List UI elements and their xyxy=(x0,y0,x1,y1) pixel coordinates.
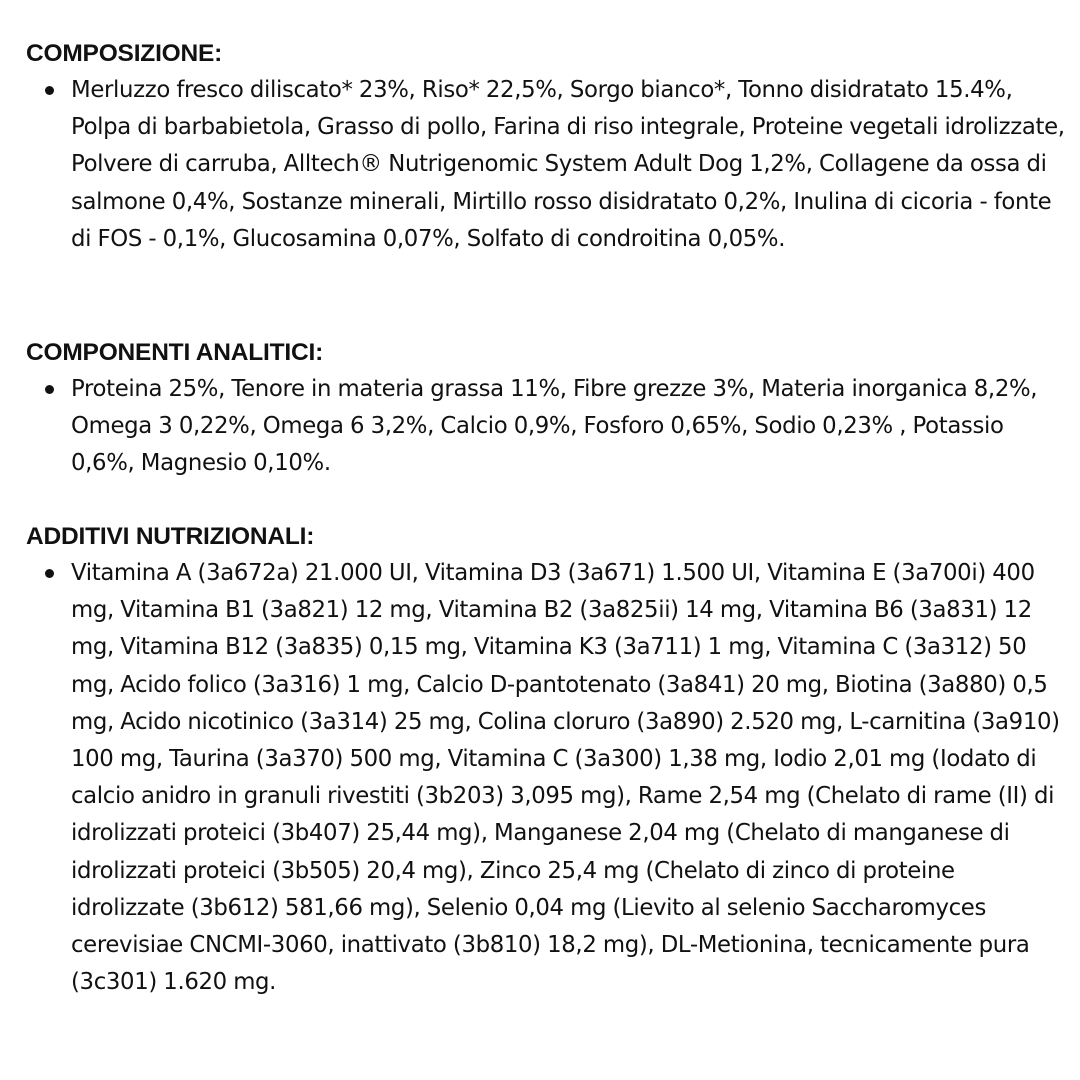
bullet-icon xyxy=(45,569,54,578)
list-item-text: Proteina 25%, Tenore in materia grassa 11%, Fibre grezze 3%, Materia inorganica 8,2%, Omega 3 0,22%, Omega 6 3,2%, Calcio 0,9%, Fosforo 0,65%, Sodio 0,23% , Potassio 0,6%, Magnesio 0,10%. xyxy=(71,376,1038,477)
section-heading: COMPONENTI ANALITICI: xyxy=(26,339,324,366)
bullet-icon xyxy=(45,86,54,95)
section-composizione xyxy=(26,35,1066,258)
list-item xyxy=(26,371,1066,483)
section-heading: COMPOSIZIONE: xyxy=(26,40,223,67)
section-componenti-analitici xyxy=(26,334,1066,483)
section-additivi-nutrizionali xyxy=(26,518,1066,1001)
list-item-text: Vitamina A (3a672a) 21.000 UI, Vitamina D3 (3a671) 1.500 UI, Vitamina E (3a700i) 400 mg, Vitamina B1 (3a821) 12 mg, Vitamina B2 (3a825ii) 14 mg, Vitamina B6 (3a831) 12 mg, Vitamina B12 (3a835) 0,15 mg, Vitamina K3 (3a711) 1 mg, Vitamina C (3a312) 50 mg, Acido folico (3a316) 1 mg, Calcio D-pantotenato (3a841) 20 mg, Biotina (3a880) 0,5 mg, Acido nicotinico (3a314) 25 mg, Colina cloruro (3a890) 2.520 mg, L-carnitina (3a910) 100 mg, Taurina (3a370) 500 mg, Vitamina C (3a300) 1,38 mg, Iodio 2,01 mg (Iodato di calcio anidro in granuli rivestiti (3b203) 3,095 mg), Rame 2,54 mg (Chelato di rame (II) di idrolizzati proteici (3b407) 25,44 mg), Manganese 2,04 mg (Chelato di manganese di idrolizzati proteici (3b505) 20,4 mg), Zinco 25,4 mg (Chelato di zinco di proteine idrolizzate (3b612) 581,66 mg), Selenio 0,04 mg (Lievito al selenio Saccharomyces cerevisiae CNCMI-3060, inattivato (3b810) 18,2 mg), DL-Metionina, tecnicamente pura (3c301) 1.620 mg. xyxy=(71,560,1060,996)
list-item xyxy=(26,555,1066,1001)
bullet-icon xyxy=(45,385,54,394)
list-item xyxy=(26,72,1066,258)
section-heading: ADDITIVI NUTRIZIONALI: xyxy=(26,523,315,550)
list-item-text: Merluzzo fresco diliscato* 23%, Riso* 22,5%, Sorgo bianco*, Tonno disidratato 15.4%, Polpa di barbabietola, Grasso di pollo, Farina di riso integrale, Proteine vegetali idrolizzate, Polvere di carruba, Alltech® Nutrigenomic System Adult Dog 1,2%, Collagene da ossa di salmone 0,4%, Sostanze minerali, Mirtillo rosso disidratato 0,2%, Inulina di cicoria - fonte di FOS - 0,1%, Glucosamina 0,07%, Solfato di condroitina 0,05%. xyxy=(71,77,1065,252)
